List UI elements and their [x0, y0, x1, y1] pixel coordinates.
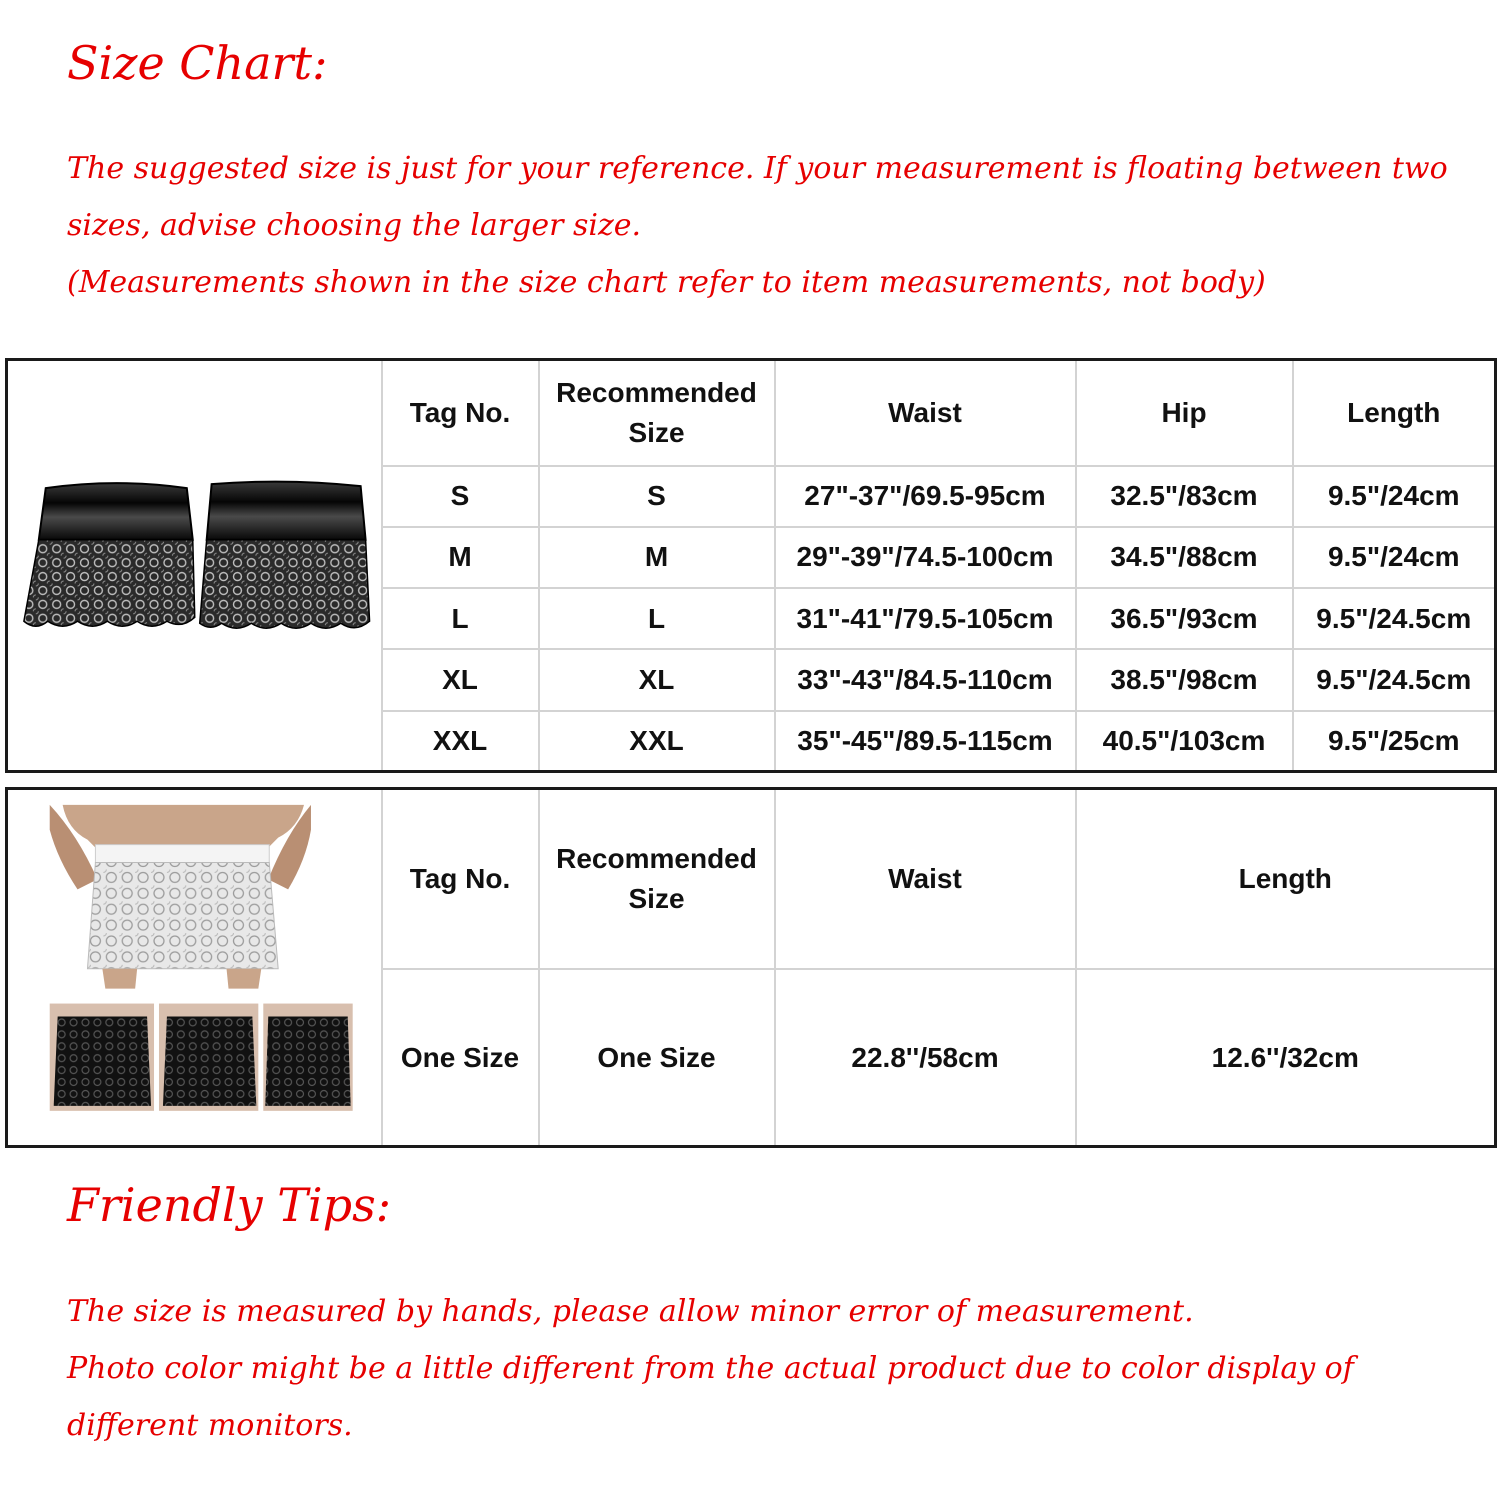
size-table-1: [5, 358, 1497, 773]
cell-recommended-size: L: [539, 588, 775, 649]
cell-tag-no: L: [382, 588, 539, 649]
cell-hip: 40.5"/103cm: [1076, 711, 1293, 772]
cell-waist: 29"-39"/74.5-100cm: [775, 527, 1076, 588]
skirt-product-image: [8, 361, 381, 770]
cell-recommended-size: S: [539, 466, 775, 527]
table-header-row: [7, 789, 1496, 970]
cell-length: 9.5"/24.5cm: [1293, 649, 1496, 710]
cell-length: 9.5"/25cm: [1293, 711, 1496, 772]
cell-length: 9.5"/24.5cm: [1293, 588, 1496, 649]
table-header-row: [7, 360, 1496, 466]
cell-waist: 31"-41"/79.5-105cm: [775, 588, 1076, 649]
cell-length: 9.5"/24cm: [1293, 466, 1496, 527]
tips-line-1: The size is measured by hands, please allow minor error of measurement.: [67, 1294, 1194, 1329]
col-header-waist: Waist: [775, 789, 1076, 970]
size-table-2: [5, 787, 1497, 1148]
col-header-waist: Waist: [775, 360, 1076, 466]
cell-hip: 34.5"/88cm: [1076, 527, 1293, 588]
col-header-length: Length: [1293, 360, 1496, 466]
cell-length: 12.6''/32cm: [1076, 969, 1496, 1146]
size-note-line-2: sizes, advise choosing the larger size.: [67, 208, 642, 243]
cell-length: 9.5"/24cm: [1293, 527, 1496, 588]
cell-waist: 35"-45"/89.5-115cm: [775, 711, 1076, 772]
product-image-cell: [7, 789, 382, 1147]
col-header-recommended-size: Recommended Size: [539, 789, 775, 970]
page-title: Size Chart:: [67, 36, 328, 90]
cell-tag-no: S: [382, 466, 539, 527]
cell-tag-no: XXL: [382, 711, 539, 772]
cell-recommended-size: XL: [539, 649, 775, 710]
cell-tag-no: XL: [382, 649, 539, 710]
cell-recommended-size: M: [539, 527, 775, 588]
cell-recommended-size: XXL: [539, 711, 775, 772]
cell-recommended-size: One Size: [539, 969, 775, 1146]
cell-tag-no: One Size: [382, 969, 539, 1146]
col-header-tag-no: Tag No.: [382, 360, 539, 466]
lace-skirt-image: [8, 790, 381, 1145]
cell-tag-no: M: [382, 527, 539, 588]
col-header-hip: Hip: [1076, 360, 1293, 466]
col-header-tag-no: Tag No.: [382, 789, 539, 970]
cell-waist: 33"-43"/84.5-110cm: [775, 649, 1076, 710]
cell-waist: 22.8''/58cm: [775, 969, 1076, 1146]
cell-hip: 36.5"/93cm: [1076, 588, 1293, 649]
cell-hip: 32.5"/83cm: [1076, 466, 1293, 527]
product-image-cell: [7, 360, 382, 772]
tips-title: Friendly Tips:: [67, 1178, 392, 1232]
col-header-recommended-size: Recommended Size: [539, 360, 775, 466]
tips-line-3: different monitors.: [67, 1408, 353, 1443]
size-note-line-3: (Measurements shown in the size chart refer to item measurements, not body): [67, 265, 1266, 300]
tips-line-2: Photo color might be a little different from the actual product due to color display of: [67, 1351, 1354, 1386]
cell-hip: 38.5"/98cm: [1076, 649, 1293, 710]
cell-waist: 27"-37"/69.5-95cm: [775, 466, 1076, 527]
col-header-length: Length: [1076, 789, 1496, 970]
size-note-line-1: The suggested size is just for your reference. If your measurement is floating between two: [67, 151, 1448, 186]
